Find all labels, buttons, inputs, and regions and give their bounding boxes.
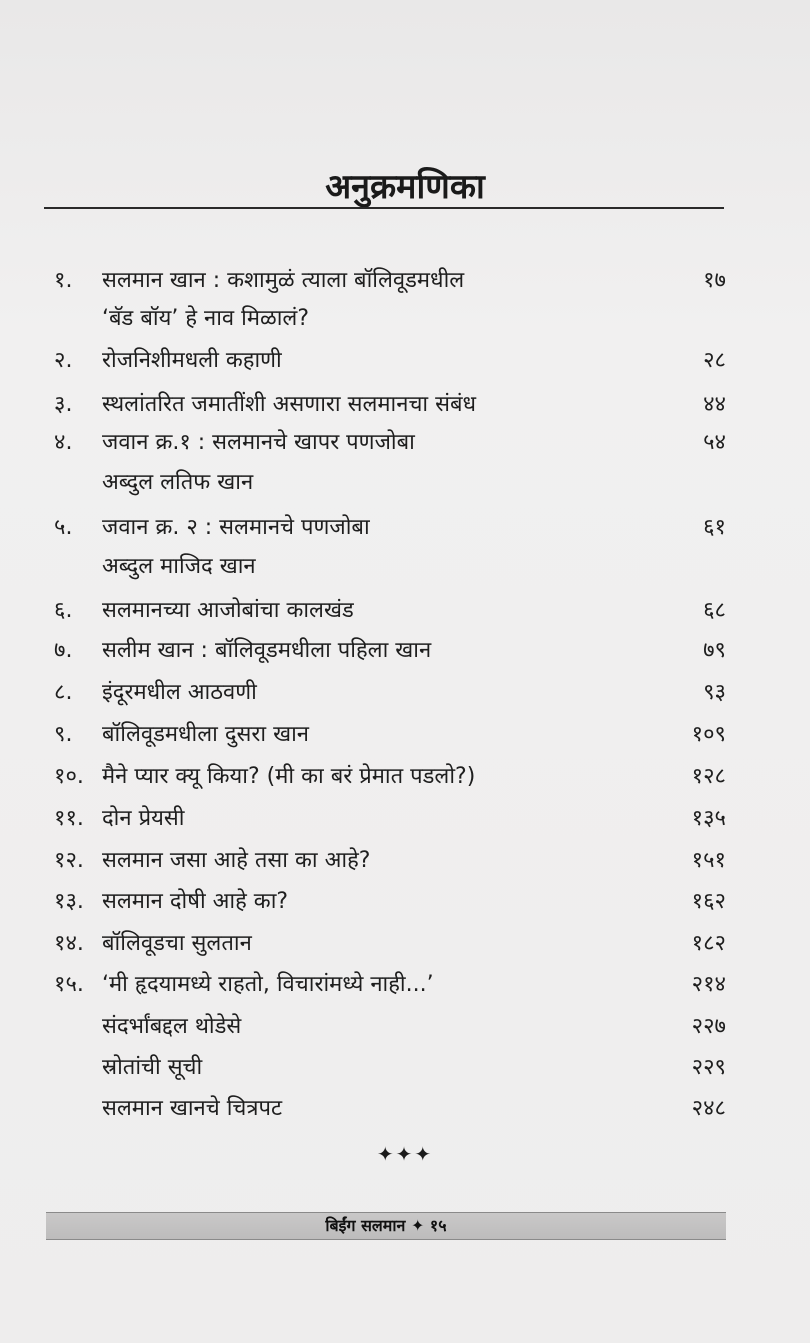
entry-page: ५४ <box>703 430 726 455</box>
entry-title-line2: अब्दुल माजिद खान <box>102 554 256 579</box>
entry-number: ७. <box>54 638 73 663</box>
entry-page: ७९ <box>703 638 726 663</box>
entry-title: सलमान दोषी आहे का? <box>102 889 289 914</box>
title-underline <box>44 207 724 209</box>
entry-title: जवान क्र.१ : सलमानचे खापर पणजोबा <box>102 430 415 455</box>
entry-title: मैने प्यार क्यू किया? (मी का बरं प्रेमात पडलो?) <box>102 764 476 789</box>
entry-title: जवान क्र. २ : सलमानचे पणजोबा <box>102 515 370 540</box>
entry-title: संदर्भांबद्दल थोडेसे <box>102 1014 242 1039</box>
entry-number: ४. <box>54 430 73 455</box>
footer-book-title-page-number: बिईंग सलमान ✦ १५ <box>325 1216 447 1235</box>
entry-title: बॉलिवूडमधीला दुसरा खान <box>102 722 310 747</box>
entry-title-line2: अब्दुल लतिफ खान <box>102 470 254 495</box>
entry-page: १६२ <box>691 889 726 914</box>
entry-number: ३. <box>54 392 73 417</box>
bleed-through-text <box>70 232 78 262</box>
entry-title: सलमान खान : कशामुळं त्याला बॉलिवूडमधील <box>102 268 465 293</box>
entry-page: २८ <box>703 348 726 373</box>
entry-title: स्रोतांची सूची <box>102 1055 203 1080</box>
entry-number: ९. <box>54 722 73 747</box>
entry-number: १०. <box>54 764 84 789</box>
entry-page: ९३ <box>703 680 726 705</box>
entry-number: १३. <box>54 889 84 914</box>
entry-title: स्थलांतरित जमातींशी असणारा सलमानचा संबंध <box>102 392 477 417</box>
entry-page: १५१ <box>691 848 726 873</box>
entry-title: ‘मी हृदयामध्ये राहतो, विचारांमध्ये नाही...’ <box>102 972 434 997</box>
entry-number: १५. <box>54 972 84 997</box>
entry-number: १२. <box>54 848 84 873</box>
entry-title: दोन प्रेयसी <box>102 806 185 831</box>
entry-title: सलीम खान : बॉलिवूडमधीला पहिला खान <box>102 638 432 663</box>
entry-page: ४४ <box>703 392 726 417</box>
entry-title: इंदूरमधील आठवणी <box>102 680 257 705</box>
entry-page: १२८ <box>691 764 726 789</box>
entry-title: सलमान जसा आहे तसा का आहे? <box>102 848 371 873</box>
entry-page: २४८ <box>691 1096 726 1121</box>
entry-number: १४. <box>54 931 84 956</box>
entry-page: २२७ <box>691 1014 726 1039</box>
section-ornament: ✦✦✦ <box>376 1142 434 1166</box>
entry-title: बॉलिवूडचा सुलतान <box>102 931 252 956</box>
entry-page: १७ <box>703 268 726 293</box>
entry-number: २. <box>54 348 73 373</box>
entry-number: ६. <box>54 598 73 623</box>
entry-title-line2: ‘बॅड बॉय’ हे नाव मिळालं? <box>102 306 309 331</box>
entry-title: सलमान खानचे चित्रपट <box>102 1096 283 1121</box>
entry-number: ८. <box>54 680 73 705</box>
entry-page: २१४ <box>691 972 726 997</box>
entry-page: ६१ <box>703 515 726 540</box>
entry-page: १३५ <box>691 806 726 831</box>
entry-page: १०९ <box>691 722 726 747</box>
entry-number: ५. <box>54 515 73 540</box>
page-footer <box>46 1212 726 1240</box>
entry-page: १८२ <box>691 931 726 956</box>
entry-title: सलमानच्या आजोबांचा कालखंड <box>102 598 354 623</box>
entry-number: १. <box>54 268 73 293</box>
entry-number: ११. <box>54 806 84 831</box>
entry-title: रोजनिशीमधली कहाणी <box>102 348 282 373</box>
page-title: अनुक्रमणिका <box>325 167 485 207</box>
entry-page: ६८ <box>703 598 726 623</box>
entry-page: २२९ <box>691 1055 726 1080</box>
